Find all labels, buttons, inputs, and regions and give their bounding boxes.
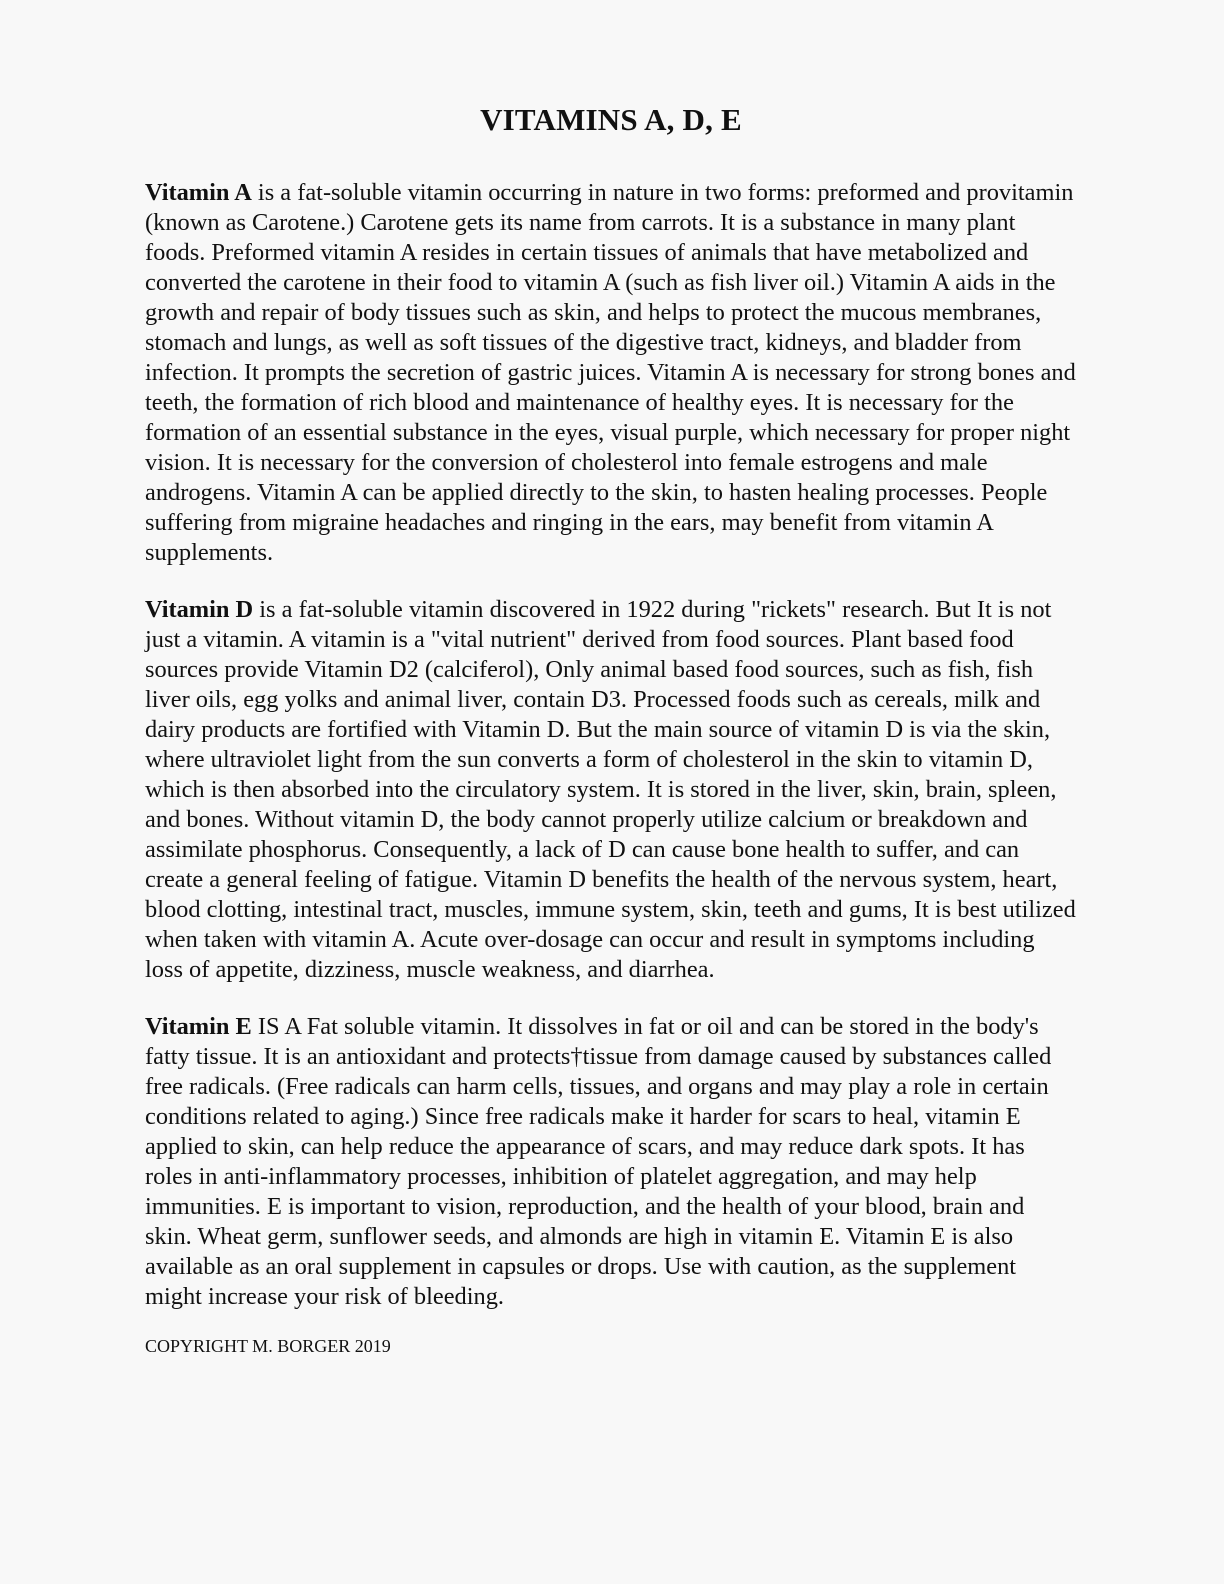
section-vitamin-d	[145, 595, 1077, 985]
section-heading: Vitamin D	[145, 596, 254, 623]
section-heading: Vitamin A	[145, 179, 252, 206]
section-text: is a fat-soluble vitamin discovered in 1922 during "rickets" research. But It is not just a vitamin. A vitamin is a "vital nutrient" derived from food sources. Plant based food sources provide Vitamin D2 (calciferol), Only animal based food sources, such as fish, fish liver oils, egg yolks and animal liver, contain D3. Processed foods such as cereals, milk and dairy products are fortified with Vitamin D. But the main source of vitamin D is via the skin, where ultraviolet light from the sun converts a form of cholesterol in the skin to vitamin D, which is then absorbed into the circulatory system. It is stored in the liver, skin, brain, spleen, and bones. Without vitamin D, the body cannot properly utilize calcium or breakdown and assimilate phosphorus. Consequently, a lack of D can cause bone health to suffer, and can create a general feeling of fatigue. Vitamin D benefits the health of the nervous system, heart, blood clotting, intestinal tract, muscles, immune system, skin, teeth and gums, It is best utilized when taken with vitamin A. Acute over-dosage can occur and result in symptoms including loss of appetite, dizziness, muscle weakness, and diarrhea.	[145, 596, 1076, 983]
section-vitamin-a	[145, 178, 1077, 568]
section-text: is a fat-soluble vitamin occurring in nature in two forms: preformed and provitamin (known as Carotene.) Carotene gets its name from carrots. It is a substance in many plant foods. Preformed vitamin A resides in certain tissues of animals that have metabolized and converted the carotene in their food to vitamin A (such as fish liver oil.) Vitamin A aids in the growth and repair of body tissues such as skin, and helps to protect the mucous membranes, stomach and lungs, as well as soft tissues of the digestive tract, kidneys, and bladder from infection. It prompts the secretion of gastric juices. Vitamin A is necessary for strong bones and teeth, the formation of rich blood and maintenance of healthy eyes. It is necessary for the formation of an essential substance in the eyes, visual purple, which necessary for proper night vision. It is necessary for the conversion of cholesterol into female estrogens and male androgens. Vitamin A can be applied directly to the skin, to hasten healing processes. People suffering from migraine headaches and ringing in the ears, may benefit from vitamin A supplements.	[145, 179, 1076, 566]
copyright-notice: COPYRIGHT M. BORGER 2019	[145, 1336, 391, 1356]
section-vitamin-e	[145, 1012, 1077, 1312]
document-page	[145, 100, 1077, 1357]
section-text: IS A Fat soluble vitamin. It dissolves in fat or oil and can be stored in the body's fatty tissue. It is an antioxidant and protects†tissue from damage caused by substances called free radicals. (Free radicals can harm cells, tissues, and organs and may play a role in certain conditions related to aging.) Since free radicals make it harder for scars to heal, vitamin E applied to skin, can help reduce the appearance of scars, and may reduce dark spots. It has roles in anti-inflammatory processes, inhibition of platelet aggregation, and may help immunities. E is important to vision, reproduction, and the health of your blood, brain and skin. Wheat germ, sunflower seeds, and almonds are high in vitamin E. Vitamin E is also available as an oral supplement in capsules or drops. Use with caution, as the supplement might increase your risk of bleeding.	[145, 1013, 1052, 1310]
section-heading: Vitamin E	[145, 1013, 252, 1040]
page-title: VITAMINS A, D, E	[480, 102, 742, 137]
